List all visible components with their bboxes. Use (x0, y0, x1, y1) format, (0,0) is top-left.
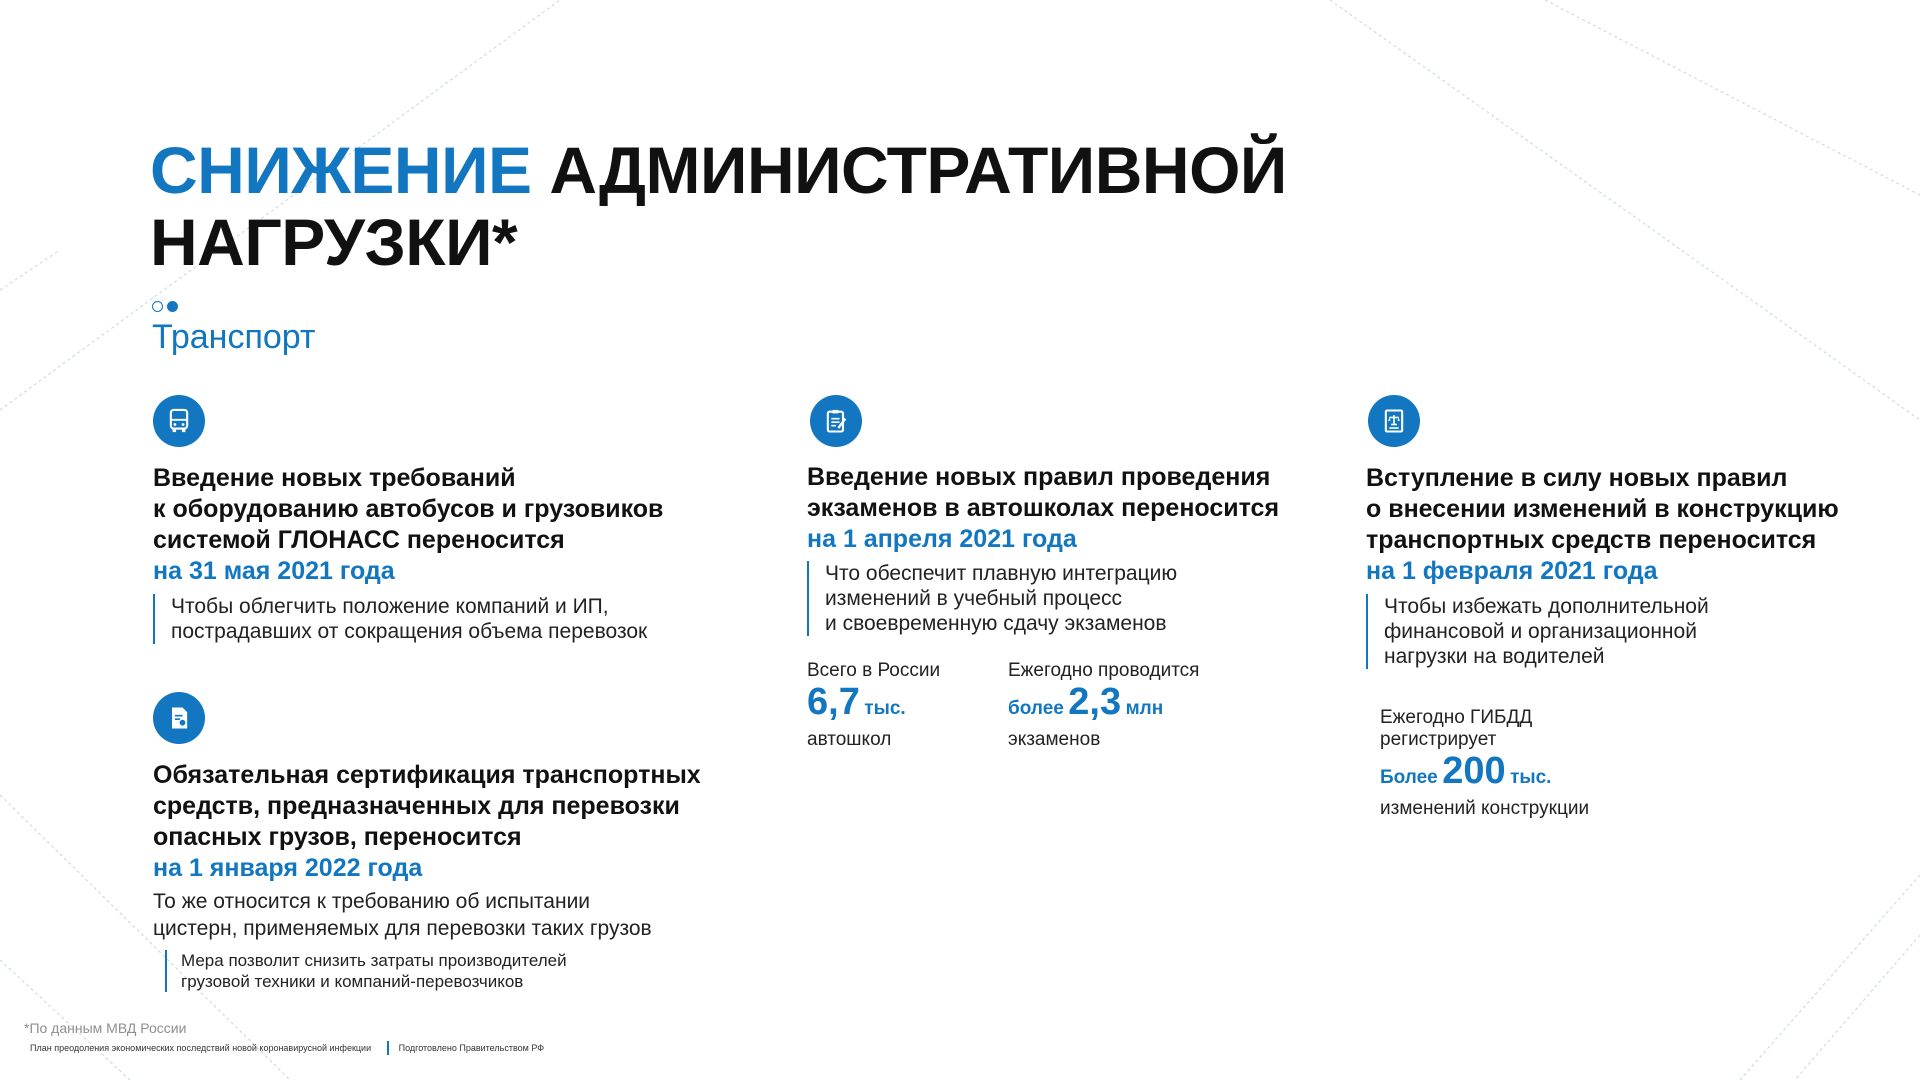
item-heading (153, 760, 793, 853)
footer-left-text: План преодоления экономических последствий новой коронавирусной инфекции (30, 1043, 372, 1053)
title-line1-rest: АДМИНИСТРАТИВНОЙ (549, 133, 1287, 207)
stat-unit: тыс. (864, 698, 906, 719)
col1-item1 (153, 463, 743, 644)
heading-line: о внесении изменений в конструкцию (1366, 495, 1839, 523)
note-line: грузовой техники и компаний-перевозчиков (181, 972, 524, 991)
stat-unit: млн (1125, 698, 1164, 719)
stat-number: 200 (1442, 750, 1506, 792)
heading-line: Обязательная сертификация транспортных (153, 761, 701, 789)
bus-icon (153, 395, 205, 447)
title-accent: СНИЖЕНИЕ (150, 133, 532, 207)
item-note (807, 561, 1307, 636)
law-book-icon (1368, 395, 1420, 447)
item-date: на 1 апреля 2021 года (807, 525, 1077, 553)
heading-line: Введение новых правил проведения (807, 463, 1271, 491)
item-date: на 1 января 2022 года (153, 854, 423, 882)
checklist-icon (810, 395, 862, 447)
title-line2: НАГРУЗКИ* (150, 205, 518, 279)
note-line: Чтобы облегчить положение компаний и ИП, (171, 595, 609, 618)
note-line: изменений в учебный процесс (825, 587, 1123, 610)
col3-item (1366, 463, 1906, 669)
stat-label: Ежегодно проводится (1008, 660, 1200, 681)
stat-exams (1008, 660, 1199, 750)
heading-line: транспортных средств переносится (1366, 526, 1817, 554)
slide-indicator (152, 301, 178, 312)
note-line: Мера позволит снизить затраты производителей (181, 951, 567, 970)
stat-number: 6,7 (807, 681, 860, 723)
item-heading (807, 462, 1307, 524)
item-heading (153, 463, 743, 556)
stat-sub: изменений конструкции (1380, 798, 1590, 819)
note-line: пострадавших от сокращения объема перевозок (171, 620, 648, 643)
stat-number: 2,3 (1068, 681, 1122, 723)
stat-label: Всего в России (807, 660, 941, 681)
page-title (150, 134, 1287, 278)
item-date: на 31 мая 2021 года (153, 557, 395, 585)
stat-prefix: Более (1380, 767, 1438, 788)
certificate-icon (153, 692, 205, 744)
text-line: То же относится к требованию об испытании (153, 890, 591, 913)
col1-item2 (153, 760, 793, 992)
item-note (153, 594, 743, 644)
note-line: Что обеспечит плавную интеграцию (825, 562, 1178, 585)
footnote: *По данным МВД России (24, 1020, 187, 1036)
col2-item (807, 462, 1307, 636)
stat-label (1380, 707, 1589, 751)
stat-unit: тыс. (1510, 767, 1552, 788)
item-note (1366, 594, 1906, 669)
stat-value (1380, 751, 1589, 799)
heading-line: к оборудованию автобусов и грузовиков (153, 495, 664, 523)
item-heading (1366, 463, 1906, 556)
footer (30, 1041, 544, 1055)
stat-sub: экзаменов (1008, 729, 1101, 750)
label-line: Ежегодно ГИБДД (1380, 707, 1533, 728)
section-subtitle: Транспорт (152, 318, 316, 356)
note-line: и своевременную сдачу экзаменов (825, 612, 1167, 635)
note-line: Чтобы избежать дополнительной (1384, 595, 1709, 618)
text-line: цистерн, применяемых для перевозки таких грузов (153, 917, 652, 940)
heading-line: опасных грузов, переносится (153, 823, 522, 851)
stat-construction-changes (1380, 707, 1589, 819)
indicator-dot-filled (167, 301, 178, 312)
footer-right-text: Подготовлено Правительством РФ (398, 1043, 545, 1053)
item-note (165, 950, 793, 992)
note-line: нагрузки на водителей (1384, 645, 1605, 668)
note-line: финансовой и организационной (1384, 620, 1697, 643)
heading-line: Вступление в силу новых правил (1366, 464, 1788, 492)
indicator-dot-empty (152, 301, 163, 312)
label-line: регистрирует (1380, 729, 1497, 750)
heading-line: экзаменов в автошколах переносится (807, 494, 1280, 522)
footer-divider (387, 1041, 389, 1055)
item-date: на 1 февраля 2021 года (1366, 557, 1658, 585)
heading-line: Введение новых требований (153, 464, 516, 492)
stat-sub: автошкол (807, 729, 892, 750)
item-text (153, 888, 793, 942)
stat-value (1008, 682, 1199, 730)
stat-prefix: более (1008, 698, 1064, 719)
heading-line: системой ГЛОНАСС переносится (153, 526, 565, 554)
heading-line: средств, предназначенных для перевозки (153, 792, 680, 820)
stat-autoschools (807, 660, 940, 750)
stat-value (807, 682, 940, 730)
